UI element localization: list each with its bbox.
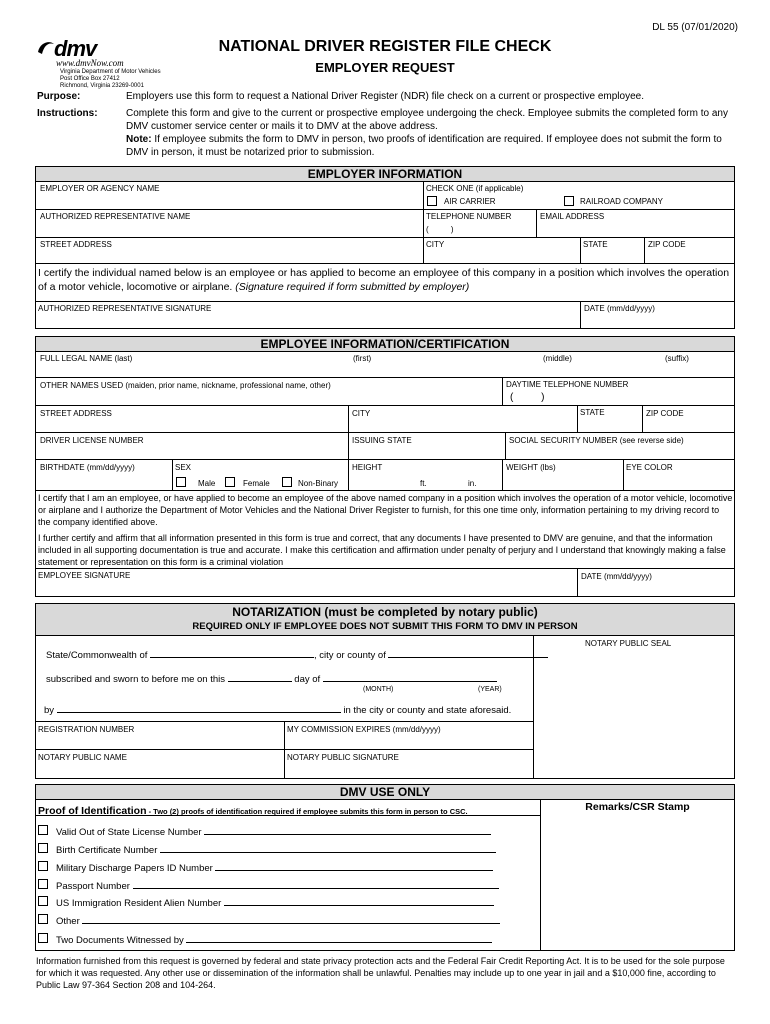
employee-street-field[interactable]: STREET ADDRESS bbox=[40, 409, 112, 418]
notary-sworn-line bbox=[46, 672, 497, 686]
logo-po-box: Post Office Box 27412 bbox=[60, 76, 120, 82]
employer-date-field[interactable]: DATE (mm/dd/yyyy) bbox=[584, 304, 655, 313]
year-label: (YEAR) bbox=[478, 686, 502, 693]
nonbinary-label: Non-Binary bbox=[298, 479, 339, 488]
by-label: by bbox=[44, 705, 55, 716]
email-field[interactable]: EMAIL ADDRESS bbox=[540, 212, 605, 221]
in-city-label: in the city or county and state aforesaid. bbox=[343, 705, 512, 716]
registration-number-field[interactable]: REGISTRATION NUMBER bbox=[38, 725, 135, 734]
immigration-label: US Immigration Resident Alien Number bbox=[56, 898, 222, 909]
form-subtitle: EMPLOYER REQUEST bbox=[315, 60, 455, 75]
note-label: Note: bbox=[126, 134, 152, 145]
first-name-label: (first) bbox=[353, 354, 372, 363]
notary-header: NOTARIZATION (must be completed by notary public) bbox=[232, 605, 538, 619]
footer-disclaimer: Information furnished from this request is governed by federal and state privacy protection acts and the Federal Fair Credit Reporting Act. It is to be used for the sole purpose for which it was requested. Any other use or dissemination of the information shall be unlawful. Penalties may include up to one year in jail and a $10,000 fine, according to Public Law 97-364 Section 208 and 104-264. bbox=[36, 956, 725, 990]
by-blank[interactable] bbox=[57, 703, 341, 713]
employer-street-field[interactable]: STREET ADDRESS bbox=[40, 240, 112, 249]
birthdate-field[interactable]: BIRTHDATE (mm/dd/yyyy) bbox=[40, 463, 135, 472]
notary-subheader: REQUIRED ONLY IF EMPLOYEE DOES NOT SUBMIT THIS FORM TO DMV IN PERSON bbox=[192, 621, 578, 632]
employee-certification-2: I further certify and affirm that all information presented in this form is true and correct, that any documents I have presented to DMV are genuine, and that the information included in all supporting documentation is true and accurate. I make this certification and affirmation under penalty of perjury and I understand that knowingly making a false statement or representation on this form is a criminal violation bbox=[38, 533, 726, 567]
valid-license-label: Valid Out of State License Number bbox=[56, 827, 202, 838]
logo-city: Richmond, Virginia 23269-0001 bbox=[60, 83, 144, 89]
employee-zip-field[interactable]: ZIP CODE bbox=[646, 409, 684, 418]
purpose-text: Employers use this form to request a National Driver Register (NDR) file check on a current or prospective employee. bbox=[126, 91, 644, 102]
birth-cert-checkbox[interactable] bbox=[38, 843, 48, 853]
check-one-label: CHECK ONE (if applicable) bbox=[426, 184, 524, 193]
employer-certify-note: (Signature required if form submitted by employer) bbox=[232, 281, 470, 293]
month-label: (MONTH) bbox=[363, 686, 394, 693]
instructions-text: Complete this form and give to the current or prospective employee undergoing the check. Employee submits the completed form to any DMV customer service center or mails it to DMV at the above address. bbox=[126, 108, 728, 132]
military-label: Military Discharge Papers ID Number bbox=[56, 863, 213, 874]
weight-field[interactable]: WEIGHT (lbs) bbox=[506, 463, 556, 472]
employer-certify-text: I certify the individual named below is an employee or has applied to become an employee of this company in a position which involves the operation of a motor vehicle, locomotive or airplane. bbox=[38, 267, 730, 293]
notary-name-field[interactable]: NOTARY PUBLIC NAME bbox=[38, 753, 127, 762]
witnessed-checkbox[interactable] bbox=[38, 933, 48, 943]
air-carrier-checkbox[interactable] bbox=[427, 196, 437, 206]
employee-state-field[interactable]: STATE bbox=[580, 408, 605, 417]
month-year-blank[interactable] bbox=[323, 672, 497, 682]
proof-label: Proof of Identification bbox=[38, 805, 147, 817]
other-names-field[interactable]: OTHER NAMES USED (maiden, prior name, nickname, professional name, other) bbox=[40, 381, 331, 390]
valid-license-blank[interactable] bbox=[204, 825, 491, 835]
other-label: Other bbox=[56, 916, 80, 927]
witnessed-blank[interactable] bbox=[186, 933, 492, 943]
employer-city-field[interactable]: CITY bbox=[426, 240, 445, 249]
military-item bbox=[56, 861, 493, 874]
auth-rep-name-field[interactable]: AUTHORIZED REPRESENTATIVE NAME bbox=[40, 212, 191, 221]
middle-name-label: (middle) bbox=[543, 354, 572, 363]
city-county-label: , city or county of bbox=[314, 650, 386, 661]
proof-note: - Two (2) proofs of identification required if employee submits this form in person to CSC. bbox=[146, 807, 468, 816]
sworn-label: subscribed and sworn to before me on this bbox=[46, 674, 226, 685]
instructions-label: Instructions: bbox=[37, 108, 98, 119]
male-checkbox[interactable] bbox=[176, 477, 186, 487]
female-checkbox[interactable] bbox=[225, 477, 235, 487]
employer-zip-field[interactable]: ZIP CODE bbox=[648, 240, 686, 249]
employer-certify bbox=[38, 266, 732, 294]
valid-license-checkbox[interactable] bbox=[38, 825, 48, 835]
ssn-field[interactable]: SOCIAL SECURITY NUMBER (see reverse side) bbox=[509, 436, 684, 445]
purpose-label: Purpose: bbox=[37, 91, 81, 102]
military-checkbox[interactable] bbox=[38, 861, 48, 871]
instructions-block bbox=[126, 107, 732, 159]
issuing-state-field[interactable]: ISSUING STATE bbox=[352, 436, 412, 445]
notary-signature-field[interactable]: NOTARY PUBLIC SIGNATURE bbox=[287, 753, 399, 762]
height-field[interactable]: HEIGHT bbox=[352, 463, 383, 472]
female-label: Female bbox=[243, 479, 270, 488]
form-title: NATIONAL DRIVER REGISTER FILE CHECK bbox=[218, 38, 552, 55]
air-carrier-label: AIR CARRIER bbox=[444, 197, 496, 206]
commission-expires-field[interactable]: MY COMMISSION EXPIRES (mm/dd/yyyy) bbox=[287, 725, 441, 734]
immigration-blank[interactable] bbox=[224, 896, 494, 906]
railroad-checkbox[interactable] bbox=[564, 196, 574, 206]
dmv-use-section bbox=[35, 799, 735, 951]
logo-agency: Virginia Department of Motor Vehicles bbox=[60, 69, 161, 75]
note-text: If employee submits the form to DMV in person, two proofs of identification are required. If employee does not submit the form to DMV in person, it must be notarized prior to submission. bbox=[126, 134, 722, 158]
suffix-label: (suffix) bbox=[665, 354, 689, 363]
passport-checkbox[interactable] bbox=[38, 879, 48, 889]
employee-section-header: EMPLOYEE INFORMATION/CERTIFICATION bbox=[35, 336, 735, 352]
proof-of-id bbox=[38, 801, 468, 819]
employer-section-header: EMPLOYER INFORMATION bbox=[35, 166, 735, 182]
auth-rep-signature-field[interactable]: AUTHORIZED REPRESENTATIVE SIGNATURE bbox=[38, 304, 212, 313]
notary-state-line bbox=[46, 648, 548, 662]
day-blank[interactable] bbox=[228, 672, 292, 682]
employer-name-field[interactable]: EMPLOYER OR AGENCY NAME bbox=[40, 184, 160, 193]
employee-city-field[interactable]: CITY bbox=[352, 409, 371, 418]
male-label: Male bbox=[198, 479, 216, 488]
immigration-checkbox[interactable] bbox=[38, 896, 48, 906]
railroad-label: RAILROAD COMPANY bbox=[580, 197, 663, 206]
birth-cert-label: Birth Certificate Number bbox=[56, 845, 158, 856]
driver-license-field[interactable]: DRIVER LICENSE NUMBER bbox=[40, 436, 144, 445]
telephone-parens: ( ) bbox=[426, 225, 454, 234]
form-code: DL 55 (07/01/2020) bbox=[652, 22, 738, 33]
passport-label: Passport Number bbox=[56, 881, 130, 892]
valid-license-item bbox=[56, 825, 491, 838]
birth-cert-blank[interactable] bbox=[160, 843, 496, 853]
employee-signature-field[interactable]: EMPLOYEE SIGNATURE bbox=[38, 571, 131, 580]
notary-seal-area: NOTARY PUBLIC SEAL bbox=[585, 639, 672, 648]
state-commonwealth-label: State/Commonwealth of bbox=[46, 650, 148, 661]
full-legal-name-field[interactable]: FULL LEGAL NAME (last) bbox=[40, 354, 133, 363]
logo-brand: dmv bbox=[54, 36, 97, 61]
sex-label: SEX bbox=[175, 463, 192, 472]
birth-cert-item bbox=[56, 843, 496, 856]
other-item bbox=[56, 914, 500, 927]
immigration-item bbox=[56, 896, 494, 909]
nonbinary-checkbox[interactable] bbox=[282, 477, 292, 487]
daytime-phone-parens: ( ) bbox=[510, 392, 545, 403]
military-blank[interactable] bbox=[215, 861, 493, 871]
daytime-phone-field[interactable]: DAYTIME TELEPHONE NUMBER bbox=[506, 380, 629, 389]
employee-date-field[interactable]: DATE (mm/dd/yyyy) bbox=[581, 572, 652, 581]
employee-certification-1: I certify that I am an employee, or have applied to become an employee of the above named company in a position which involves the operation of a motor vehicle, locomotive or airplane and I authorize the Department of Motor Vehicles and the National Driver Register to furnish, for this one time only, information pertaining to my driving record to the company identified above. bbox=[38, 493, 733, 527]
witnessed-item bbox=[56, 933, 492, 946]
logo-url: www.dmvNow.com bbox=[56, 58, 124, 68]
eye-color-field[interactable]: EYE COLOR bbox=[626, 463, 673, 472]
other-checkbox[interactable] bbox=[38, 914, 48, 924]
passport-item bbox=[56, 879, 499, 892]
height-in-label: in. bbox=[468, 479, 477, 488]
state-commonwealth-blank[interactable] bbox=[150, 648, 314, 658]
height-ft-label: ft. bbox=[420, 479, 427, 488]
passport-blank[interactable] bbox=[133, 879, 499, 889]
remarks-csr-stamp: Remarks/CSR Stamp bbox=[585, 801, 690, 813]
notary-by-line bbox=[44, 703, 511, 717]
dmv-use-header: DMV USE ONLY bbox=[35, 784, 735, 800]
other-blank[interactable] bbox=[82, 914, 500, 924]
employer-state-field[interactable]: STATE bbox=[583, 240, 608, 249]
telephone-field[interactable]: TELEPHONE NUMBER bbox=[426, 212, 512, 221]
witnessed-label: Two Documents Witnessed by bbox=[56, 935, 184, 946]
city-county-blank[interactable] bbox=[388, 648, 548, 658]
day-of-label: day of bbox=[294, 674, 321, 685]
